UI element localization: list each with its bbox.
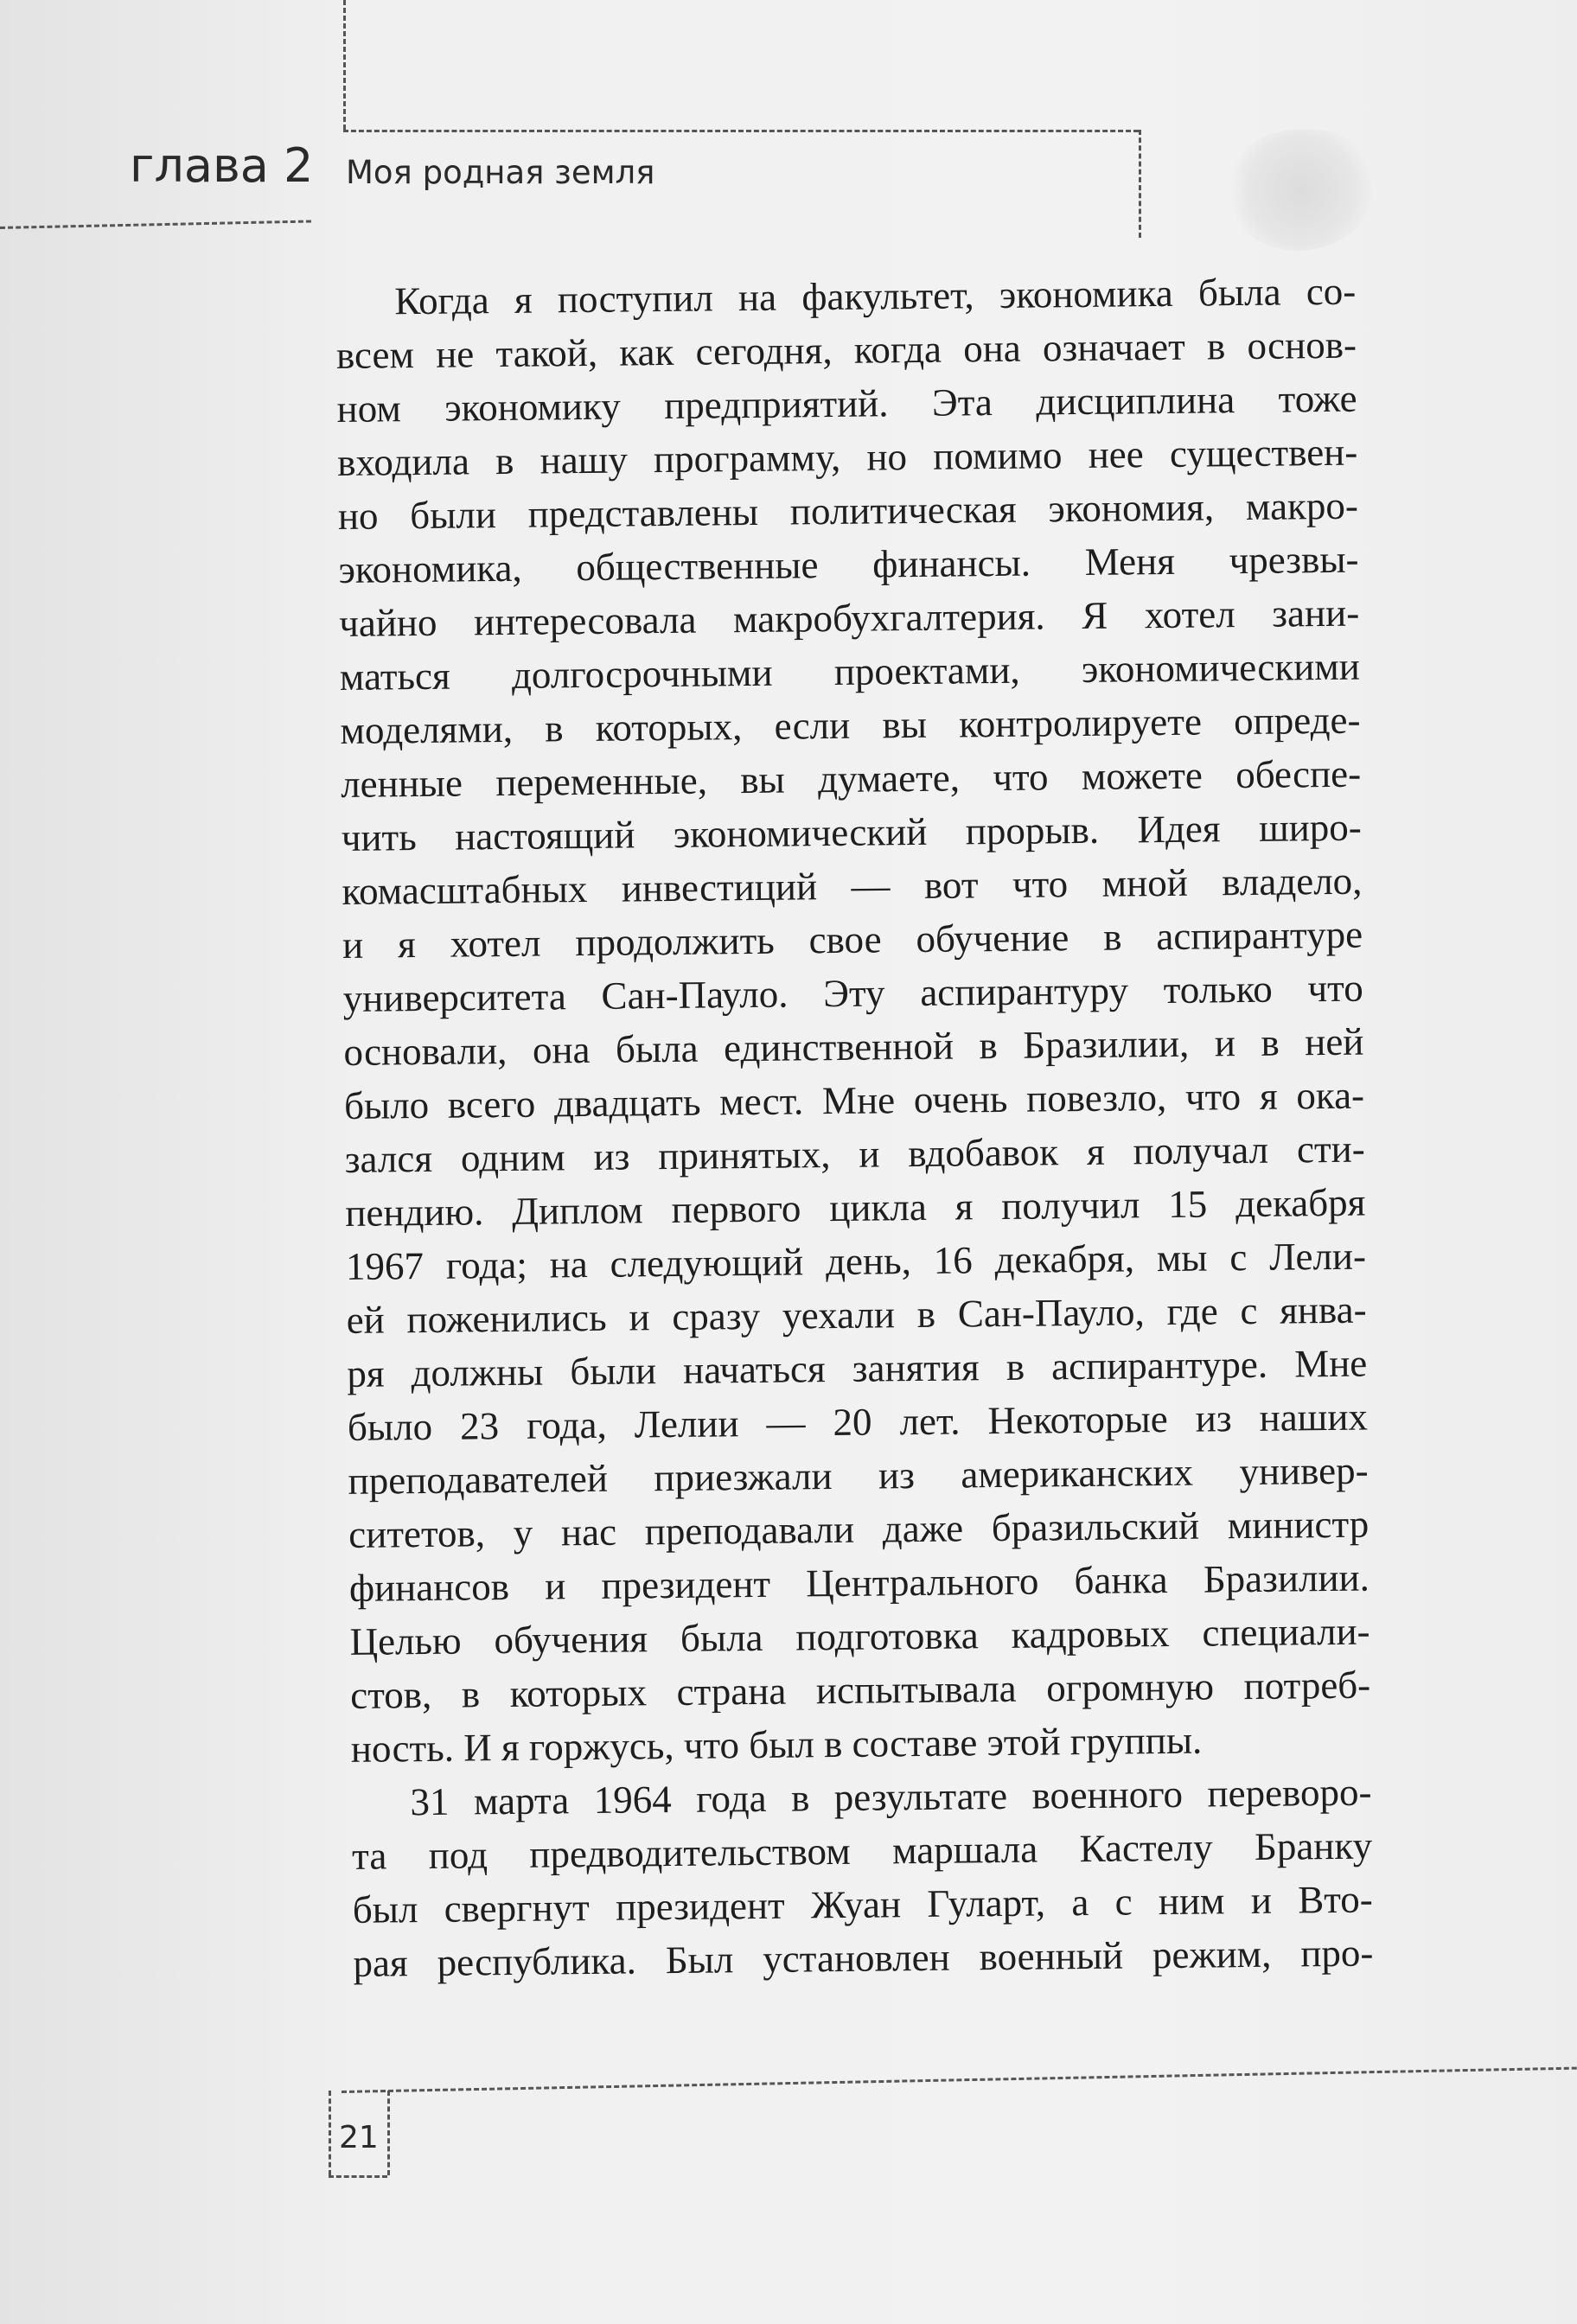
text-line: ря должны были начаться занятия в аспирантуре. Мне (347, 1341, 1368, 1395)
text-line: было 23 года, Лелии — 20 лет. Некоторые из наших (347, 1395, 1369, 1449)
text-line: комасштабных инвестиций — вот что мной владело, (342, 859, 1363, 913)
text-line: ситетов, у нас преподавали даже бразильский министр (348, 1502, 1370, 1556)
text-line: чайно интересовала макробухгалтерия. Я хотел зани- (338, 591, 1360, 645)
text-line: финансов и президент Центрального банка Бразилии. (348, 1555, 1370, 1610)
text-line: Целью обучения была подготовка кадровых специали- (349, 1609, 1370, 1663)
text-line: преподавателей приезжали из американских универ- (348, 1448, 1369, 1503)
header-dashed-vertical-left (343, 0, 346, 130)
text-line: было всего двадцать мест. Мне очень повезло, что я ока- (343, 1073, 1365, 1127)
header-dashed-underline (0, 220, 311, 229)
text-line: входила в нашу программу, но помимо нее существен- (337, 430, 1358, 484)
text-line: маться долгосрочными проектами, экономическими (339, 644, 1361, 699)
page-number: 21 (339, 2120, 379, 2155)
text-line: зался одним из принятых, и вдобавок я получал сти- (344, 1127, 1365, 1181)
text-line: ность. И я горжусь, что был в составе этой группы. (350, 1718, 1203, 1771)
text-line: но были представлены политическая экономия, макро- (337, 483, 1359, 538)
text-line: та под предводительством маршала Кастелу Бранку (351, 1823, 1373, 1878)
text-line: и я хотел продолжить свое обучение в аспирантуре (342, 912, 1363, 967)
header-dashed-vertical-right (1139, 130, 1141, 238)
text-line: ном экономику предприятий. Эта дисциплина тоже (336, 376, 1357, 431)
text-line: университета Сан-Пауло. Эту аспирантуру только что (342, 966, 1363, 1020)
chapter-label: глава 2 (130, 138, 314, 193)
text-line: 31 марта 1964 года в результате военного переворо- (410, 1770, 1372, 1824)
page-number-box-left (329, 2091, 331, 2175)
text-line: Когда я поступил на факультет, экономика была со- (394, 269, 1357, 323)
text-line: 1967 года; на следующий день, 16 декабря, мы с Лели- (345, 1234, 1367, 1288)
text-line: экономика, общественные финансы. Меня чрезвы- (338, 537, 1359, 591)
chapter-title: Моя родная земля (346, 154, 655, 191)
text-line: всем не такой, как сегодня, когда она означает в основ- (335, 322, 1357, 377)
header-dashed-horizontal (343, 130, 1139, 132)
body-text (335, 265, 1374, 1990)
text-line: основали, она была единственной в Бразилии, и в ней (343, 1019, 1364, 1074)
text-line: пендию. Диплом первого цикла я получил 15 декабря (345, 1180, 1366, 1235)
text-line: был свергнут президент Жуан Гуларт, а с ним и Вто- (352, 1877, 1373, 1931)
paper-stain (1228, 130, 1375, 251)
text-line: ленные переменные, вы думаете, что можете обеспе- (340, 751, 1362, 806)
text-line: моделями, в которых, если вы контролируете опреде- (340, 698, 1361, 752)
page-number-box-bottom (329, 2175, 387, 2178)
page-number-box-right (387, 2091, 390, 2175)
text-line: ей поженились и сразу уехали в Сан-Пауло, где с янва- (346, 1287, 1367, 1342)
text-line: чить настоящий экономический прорыв. Идея широ- (341, 805, 1363, 859)
text-line: рая республика. Был установлен военный режим, про- (353, 1931, 1374, 1985)
text-line: стов, в которых страна испытывала огромную потреб- (349, 1663, 1371, 1717)
footer-dashed-horizontal (342, 2067, 1577, 2093)
